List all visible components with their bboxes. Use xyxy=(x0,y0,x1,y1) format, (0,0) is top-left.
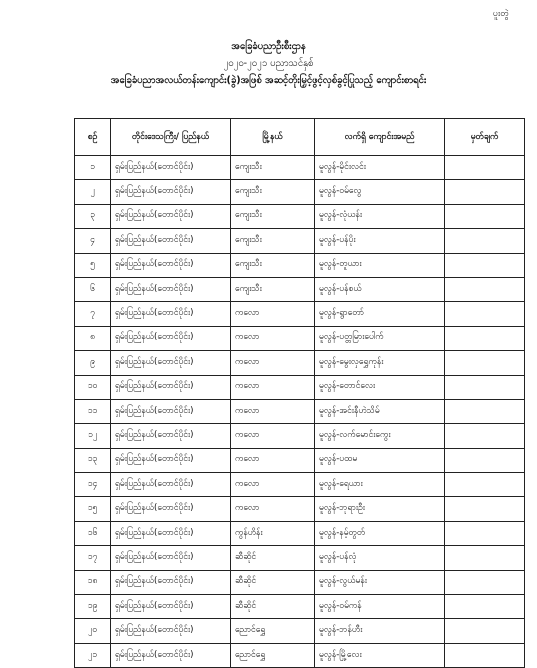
township-cell: ကလော xyxy=(231,497,315,521)
document-header xyxy=(0,38,537,89)
serial-cell: ၁၅ xyxy=(75,497,111,521)
township-cell: ကွန်ဟိန်း xyxy=(231,521,315,545)
township-cell: ကလော xyxy=(231,302,315,326)
remarks-cell xyxy=(445,399,525,423)
remarks-cell xyxy=(445,521,525,545)
remarks-cell xyxy=(445,497,525,521)
table-row xyxy=(75,570,525,594)
serial-cell: ၅ xyxy=(75,253,111,277)
serial-cell: ၁၇ xyxy=(75,546,111,570)
school-name-cell: မူလွန်-လုံယန်း xyxy=(315,204,445,228)
region-cell: ရှမ်းပြည်နယ်(တောင်ပိုင်း) xyxy=(111,156,231,180)
school-name-cell: မူလွန်-ဝမ်လွေ xyxy=(315,180,445,204)
remarks-cell xyxy=(445,643,525,667)
township-cell: ကျေးသီး xyxy=(231,253,315,277)
table-row xyxy=(75,497,525,521)
region-cell: ရှမ်းပြည်နယ်(တောင်ပိုင်း) xyxy=(111,643,231,667)
serial-cell: ၆ xyxy=(75,277,111,301)
region-cell: ရှမ်းပြည်နယ်(တောင်ပိုင်း) xyxy=(111,375,231,399)
township-cell: ကျေးသီး xyxy=(231,156,315,180)
township-cell: ကျေးသီး xyxy=(231,277,315,301)
school-name-cell: မူလွန်-ဘန်ဟီး xyxy=(315,619,445,643)
remarks-cell xyxy=(445,351,525,375)
table-row xyxy=(75,351,525,375)
township-cell: ဆီဆိုင် xyxy=(231,546,315,570)
table-row xyxy=(75,302,525,326)
remarks-cell xyxy=(445,570,525,594)
table-header-row xyxy=(75,119,525,156)
remarks-cell xyxy=(445,156,525,180)
school-name-cell: မူလွန်-ပန်ပိုး xyxy=(315,229,445,253)
region-cell: ရှမ်းပြည်နယ်(တောင်ပိုင်း) xyxy=(111,521,231,545)
serial-cell: ၁၆ xyxy=(75,521,111,545)
serial-cell: ၇ xyxy=(75,302,111,326)
serial-cell: ၃ xyxy=(75,204,111,228)
remarks-cell xyxy=(445,180,525,204)
school-name-cell: မူလွန်-လက်မောင်းကွေး xyxy=(315,424,445,448)
header-region: တိုင်းဒေသကြီး/ ပြည်နယ် xyxy=(111,119,231,156)
serial-cell: ၁ xyxy=(75,156,111,180)
academic-year: ၂၀၂၀-၂၀၂၁ ပညာသင်နှစ် xyxy=(223,58,314,69)
table-row xyxy=(75,253,525,277)
remarks-cell xyxy=(445,277,525,301)
table-row xyxy=(75,204,525,228)
serial-cell: ၁၈ xyxy=(75,570,111,594)
school-name-cell: မူလွန်-မွေးလှရွှေကုန်း xyxy=(315,351,445,375)
township-cell: ညောင်ရွှေ xyxy=(231,643,315,667)
remarks-cell xyxy=(445,326,525,350)
remarks-cell xyxy=(445,448,525,472)
region-cell: ရှမ်းပြည်နယ်(တောင်ပိုင်း) xyxy=(111,424,231,448)
remarks-cell xyxy=(445,204,525,228)
header-serial: စဉ် xyxy=(75,119,111,156)
table-row xyxy=(75,473,525,497)
remarks-cell xyxy=(445,229,525,253)
table-row xyxy=(75,399,525,423)
township-cell: ကလော xyxy=(231,326,315,350)
table-row xyxy=(75,326,525,350)
school-name-cell: မူလွန်-ဝမ်ကန် xyxy=(315,595,445,619)
township-cell: ကလော xyxy=(231,473,315,497)
township-cell: ကျေးသီး xyxy=(231,229,315,253)
region-cell: ရှမ်းပြည်နယ်(တောင်ပိုင်း) xyxy=(111,326,231,350)
department-title: အခြေခံပညာဦးစီးဌာန xyxy=(231,41,306,52)
school-name-cell: မူလွန်-အင်းနီဟဲသိမ် xyxy=(315,399,445,423)
serial-cell: ၄ xyxy=(75,229,111,253)
school-name-cell: မူလွန်-ပတ္တမြားပေါက် xyxy=(315,326,445,350)
region-cell: ရှမ်းပြည်နယ်(တောင်ပိုင်း) xyxy=(111,399,231,423)
school-name-cell: မူလွန်-လွယ်မန်း xyxy=(315,570,445,594)
township-cell: ဆီဆိုင် xyxy=(231,570,315,594)
region-cell: ရှမ်းပြည်နယ်(တောင်ပိုင်း) xyxy=(111,253,231,277)
table-row xyxy=(75,424,525,448)
remarks-cell xyxy=(445,253,525,277)
remarks-cell xyxy=(445,595,525,619)
region-cell: ရှမ်းပြည်နယ်(တောင်ပိုင်း) xyxy=(111,351,231,375)
serial-cell: ၁၂ xyxy=(75,424,111,448)
remarks-cell xyxy=(445,546,525,570)
school-name-cell: မူလွန်-မြို့လေး xyxy=(315,643,445,667)
township-cell: ကျေးသီး xyxy=(231,180,315,204)
region-cell: ရှမ်းပြည်နယ်(တောင်ပိုင်း) xyxy=(111,302,231,326)
table-row xyxy=(75,546,525,570)
table-row xyxy=(75,229,525,253)
table-row xyxy=(75,375,525,399)
township-cell: ကျေးသီး xyxy=(231,204,315,228)
township-cell: ကလော xyxy=(231,351,315,375)
table-row xyxy=(75,643,525,667)
serial-cell: ၁၀ xyxy=(75,375,111,399)
serial-cell: ၂၁ xyxy=(75,643,111,667)
attachment-note: ပူးတွဲ xyxy=(492,9,509,19)
serial-cell: ၁၉ xyxy=(75,595,111,619)
township-cell: ကလော xyxy=(231,375,315,399)
school-name-cell: မူလွန်-မိုင်းလင်း xyxy=(315,156,445,180)
township-cell: ကလော xyxy=(231,399,315,423)
school-list-table xyxy=(74,118,525,668)
school-name-cell: မူလွန်-ပန်စယ် xyxy=(315,277,445,301)
school-name-cell: မူလွန်-ရွာတော် xyxy=(315,302,445,326)
table-row xyxy=(75,619,525,643)
table-row xyxy=(75,595,525,619)
remarks-cell xyxy=(445,473,525,497)
school-name-cell: မူလွန်-တူယား xyxy=(315,253,445,277)
table-row xyxy=(75,156,525,180)
header-township: မြို့နယ် xyxy=(231,119,315,156)
school-name-cell: မူလွန်-ရေယား xyxy=(315,473,445,497)
remarks-cell xyxy=(445,375,525,399)
township-cell: ညောင်ရွှေ xyxy=(231,619,315,643)
remarks-cell xyxy=(445,619,525,643)
serial-cell: ၁၄ xyxy=(75,473,111,497)
region-cell: ရှမ်းပြည်နယ်(တောင်ပိုင်း) xyxy=(111,204,231,228)
region-cell: ရှမ်းပြည်နယ်(တောင်ပိုင်း) xyxy=(111,277,231,301)
region-cell: ရှမ်းပြည်နယ်(တောင်ပိုင်း) xyxy=(111,619,231,643)
header-school-name: လက်ရှိ ကျောင်းအမည် xyxy=(315,119,445,156)
serial-cell: ၂ xyxy=(75,180,111,204)
serial-cell: ၈ xyxy=(75,326,111,350)
school-name-cell: မူလွန်-တောင်လေး xyxy=(315,375,445,399)
school-name-cell: မူလွန်-နမ့်တွတ် xyxy=(315,521,445,545)
serial-cell: ၉ xyxy=(75,351,111,375)
region-cell: ရှမ်းပြည်နယ်(တောင်ပိုင်း) xyxy=(111,595,231,619)
school-name-cell: မူလွန်-ဘုရားဦး xyxy=(315,497,445,521)
table-row xyxy=(75,180,525,204)
township-cell: ကလော xyxy=(231,424,315,448)
township-cell: ဆီဆိုင် xyxy=(231,595,315,619)
township-cell: ကလော xyxy=(231,448,315,472)
school-name-cell: မူလွန်-ပထမ xyxy=(315,448,445,472)
serial-cell: ၁၁ xyxy=(75,399,111,423)
list-title: အခြေခံပညာအလယ်တန်းကျောင်း(ခွဲ)အဖြစ် အဆင့်တိုးမြှင့်ဖွင့်လှစ်ခွင့်ပြုသည့် ကျောင်းစာရင်း xyxy=(110,75,427,86)
region-cell: ရှမ်းပြည်နယ်(တောင်ပိုင်း) xyxy=(111,180,231,204)
serial-cell: ၂၀ xyxy=(75,619,111,643)
region-cell: ရှမ်းပြည်နယ်(တောင်ပိုင်း) xyxy=(111,497,231,521)
remarks-cell xyxy=(445,424,525,448)
region-cell: ရှမ်းပြည်နယ်(တောင်ပိုင်း) xyxy=(111,570,231,594)
remarks-cell xyxy=(445,302,525,326)
region-cell: ရှမ်းပြည်နယ်(တောင်ပိုင်း) xyxy=(111,229,231,253)
school-name-cell: မူလွန်-ပန်လုံ xyxy=(315,546,445,570)
region-cell: ရှမ်းပြည်နယ်(တောင်ပိုင်း) xyxy=(111,546,231,570)
region-cell: ရှမ်းပြည်နယ်(တောင်ပိုင်း) xyxy=(111,448,231,472)
table-row xyxy=(75,277,525,301)
serial-cell: ၁၃ xyxy=(75,448,111,472)
table-row xyxy=(75,521,525,545)
region-cell: ရှမ်းပြည်နယ်(တောင်ပိုင်း) xyxy=(111,473,231,497)
header-remarks: မှတ်ချက် xyxy=(445,119,525,156)
table-row xyxy=(75,448,525,472)
